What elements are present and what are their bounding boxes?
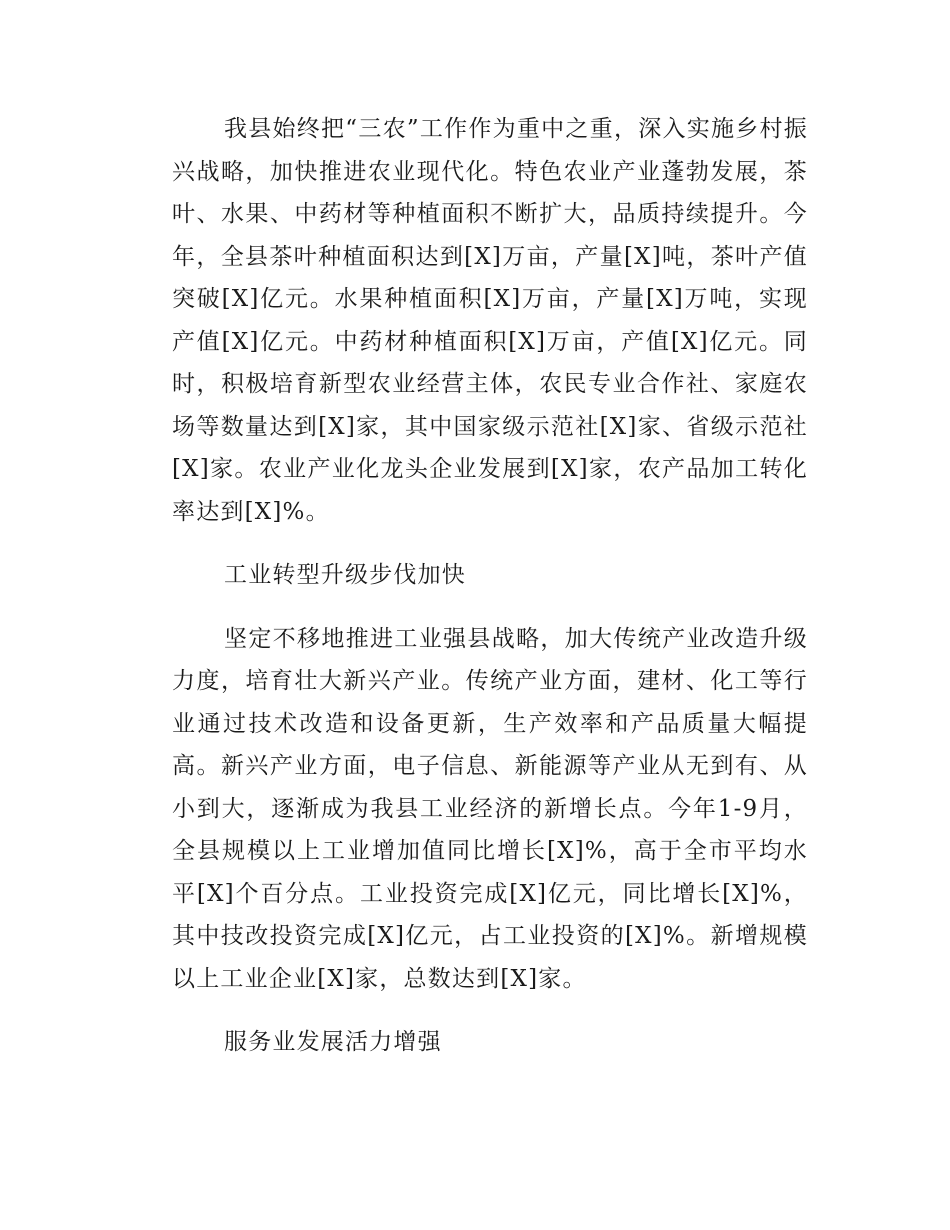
heading-industry: 工业转型升级步伐加快 [224, 562, 466, 588]
document-body [172, 108, 808, 1085]
paragraph-industry: 坚定不移地推进工业强县战略，加大传统产业改造升级力度，培育壮大新兴产业。传统产业方面，建材、化工等行业通过技术改造和设备更新，生产效率和产品质量大幅提高。新兴产业方面，电子信息、新能源等产业从无到有、从小到大，逐渐成为我县工业经济的新增长点。今年1-9月，全县规模以上工业增加值同比增长[X]%，高于全市平均水平[X]个百分点。工业投资完成[X]亿元，同比增长[X]%，其中技改投资完成[X]亿元，占工业投资的[X]%。新增规模以上工业企业[X]家，总数达到[X]家。 [172, 625, 808, 992]
paragraph-agriculture: 我县始终把“三农”工作作为重中之重，深入实施乡村振兴战略，加快推进农业现代化。特色农业产业蓬勃发展，茶叶、水果、中药材等种植面积不断扩大，品质持续提升。今年，全县茶叶种植面积达到[X]万亩，产量[X]吨，茶叶产值突破[X]亿元。水果种植面积[X]万亩，产量[X]万吨，实现产值[X]亿元。中药材种植面积[X]万亩，产值[X]亿元。同时，积极培育新型农业经营主体，农民专业合作社、家庭农场等数量达到[X]家，其中国家级示范社[X]家、省级示范社[X]家。农业产业化龙头企业发展到[X]家，农产品加工转化率达到[X]%。 [172, 116, 808, 525]
heading-services: 服务业发展活力增强 [224, 1029, 442, 1055]
